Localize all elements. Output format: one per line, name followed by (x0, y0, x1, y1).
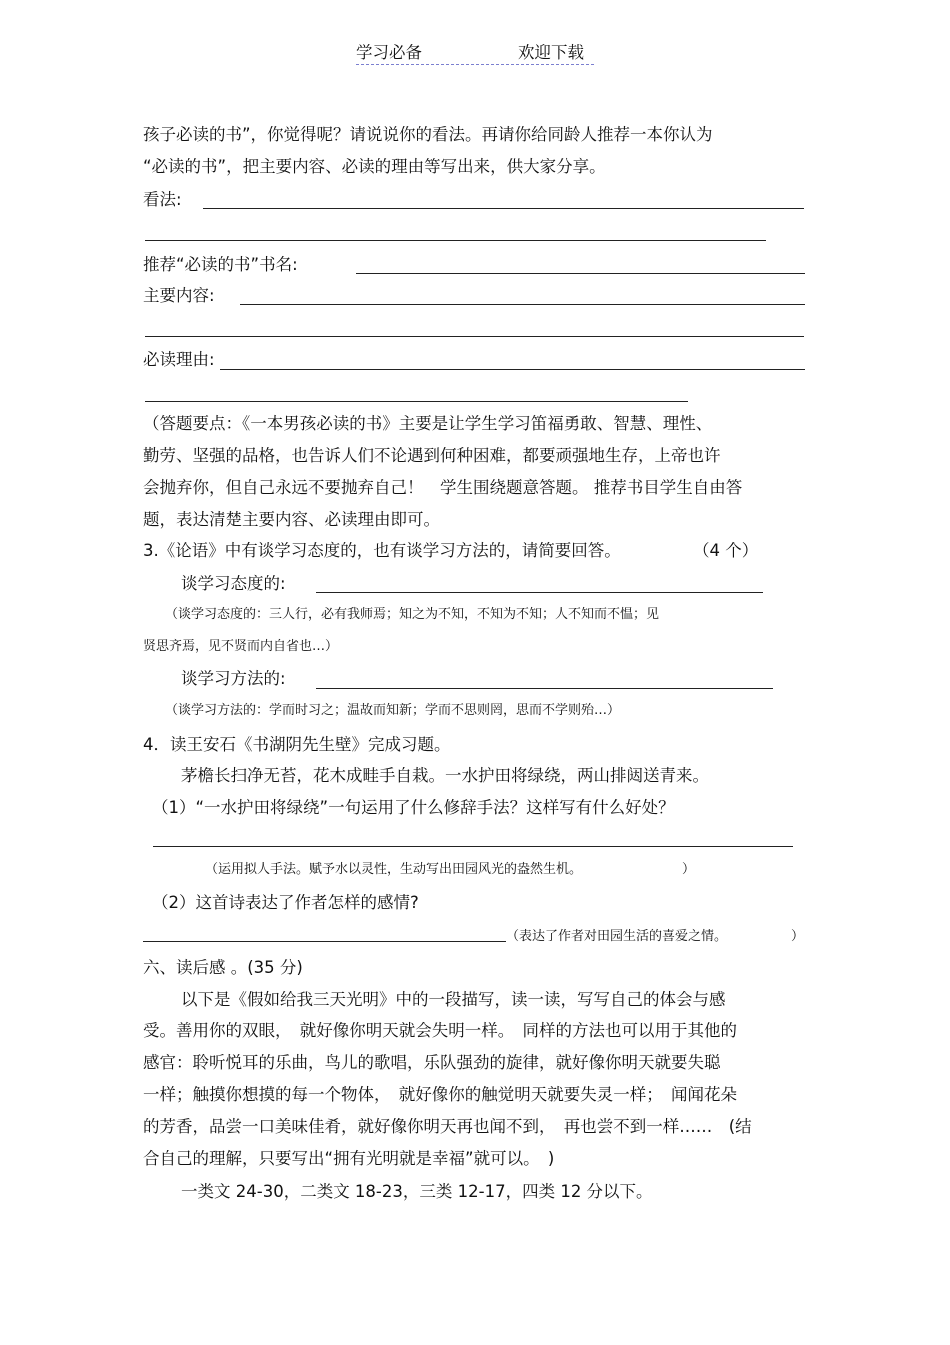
attitude-label: 谈学习态度的: (181, 574, 286, 593)
method-label: 谈学习方法的: (181, 669, 286, 688)
q4-sub1-answer-close: ） (682, 862, 696, 877)
section6-p1: 以下是《假如给我三天光明》中的一段描写，读一读，写写自己的体会与感 (181, 990, 726, 1009)
content-answer-line[interactable] (240, 304, 805, 305)
attitude-answer2: 贤思齐焉，见不贤而内自省也…） (143, 639, 339, 654)
section6-p3: 感官：聆听悦耳的乐曲，鸟儿的歌唱，乐队强劲的旋律，就好像你明天就要失聪 (143, 1053, 721, 1072)
header-right: 欢迎下载 (518, 43, 584, 62)
q2-answer-line1: （答题要点：《一本男孩必读的书》主要是让学生学习笛福勇敢、智慧、理性、 (143, 414, 713, 433)
q2-answer-line4: 题，表达清楚主要内容、必读理由即可。 (143, 510, 440, 529)
section6-title: 六、读后感 。(35 分) (143, 958, 303, 977)
q2-answer-line3: 会抛弃你，但自己永远不要抛弃自己！ 学生围绕题意答题。 推荐书目学生自由答 (143, 478, 743, 497)
section6-p6: 合自己的理解，只要写出“拥有光明就是幸福”就可以。 ) (143, 1149, 555, 1168)
book-label: 推荐“必读的书”书名: (143, 255, 298, 274)
q4-sub2: （2）这首诗表达了作者怎样的感情? (152, 893, 419, 912)
q4-sub1-answer: （运用拟人手法。赋予水以灵性，生动写出田园风光的盎然生机。 (205, 862, 583, 877)
q4-title: 4．读王安石《书湖阴先生壁》完成习题。 (143, 735, 451, 754)
q2-answer-line2: 勤劳、坚强的品格，也告诉人们不论遇到何种困难，都要顽强地生存，上帝也许 (143, 446, 721, 465)
section6-p4: 一样；触摸你想摸的每一个物体， 就好像你的触觉明天就要失灵一样； 闻闻花朵 (143, 1085, 737, 1104)
q2-intro-line2: “必读的书”，把主要内容、必读的理由等写出来，供大家分享。 (143, 157, 606, 176)
q2-intro-line1: 孩子必读的书”，你觉得呢？请说说你的看法。再请你给同龄人推荐一本你认为 (143, 125, 713, 144)
q4-sub2-answer-close: ） (791, 929, 805, 944)
content-label: 主要内容: (143, 286, 215, 305)
section6-p2: 受。善用你的双眼， 就好像你明天就会失明一样。 同样的方法也可以用于其他的 (143, 1021, 737, 1040)
method-answer-line[interactable] (316, 688, 773, 689)
method-answer: （谈学习方法的：学而时习之；温故而知新；学而不思则罔，思而不学则殆…） (165, 703, 621, 718)
reason-label: 必读理由: (143, 350, 215, 369)
q3-title: 3.《论语》中有谈学习态度的，也有谈学习方法的，请简要回答。 (143, 541, 621, 560)
q3-count: （4 个） (693, 541, 759, 560)
attitude-answer1: （谈学习态度的：三人行，必有我师焉；知之为不知，不知为不知；人不知而不愠；见 (165, 607, 660, 622)
sub1-answer-line[interactable] (153, 846, 793, 847)
section6-p5: 的芳香，品尝一口美味佳肴，就好像你明天再也闻不到， 再也尝不到一样…… (结 (143, 1117, 752, 1136)
header-left: 学习必备 (356, 43, 422, 62)
attitude-answer-line[interactable] (316, 592, 763, 593)
reason-answer-line-2[interactable] (145, 401, 688, 402)
q4-poem: 茅檐长扫净无苔，花木成畦手自栽。一水护田将绿绕，两山排闼送青来。 (181, 766, 709, 785)
view-answer-line[interactable] (203, 208, 804, 209)
reason-answer-line[interactable] (220, 369, 805, 370)
sub2-answer-line[interactable] (143, 941, 506, 942)
view-answer-line-2[interactable] (145, 240, 766, 241)
header-dashed-rule (356, 64, 594, 65)
content-answer-line-2[interactable] (145, 336, 804, 337)
view-label: 看法: (143, 190, 182, 209)
section6-grading: 一类文 24-30，二类文 18-23，三类 12-17，四类 12 分以下。 (181, 1182, 653, 1201)
book-answer-line[interactable] (356, 273, 805, 274)
q4-sub1: （1）“一水护田将绿绕”一句运用了什么修辞手法？这样写有什么好处？ (152, 798, 675, 817)
q4-sub2-answer: （表达了作者对田园生活的喜爱之情。 (506, 929, 728, 944)
